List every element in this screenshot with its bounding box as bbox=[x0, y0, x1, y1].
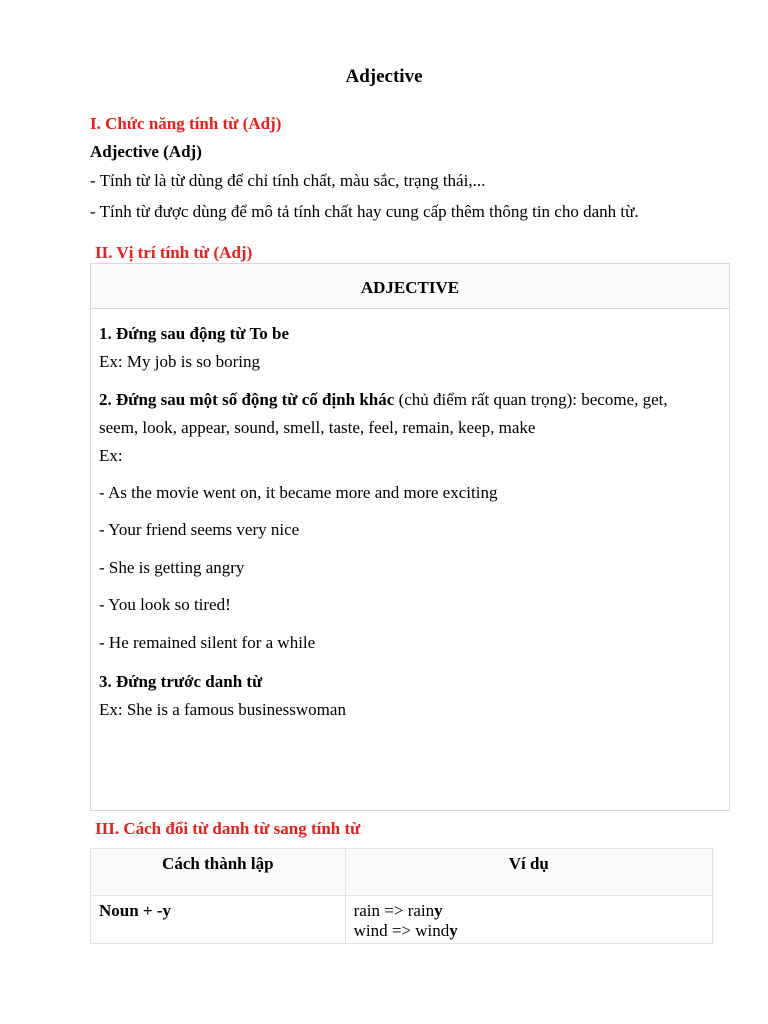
item-2-line bbox=[99, 390, 668, 410]
item-3-title: 3. Đứng trước danh từ bbox=[99, 672, 263, 691]
table-header-row bbox=[91, 849, 713, 896]
section-1-subheading: Adjective (Adj) bbox=[90, 142, 202, 161]
adjective-position-box bbox=[90, 263, 730, 811]
table-cell-rule bbox=[91, 896, 346, 944]
example-item bbox=[354, 921, 704, 941]
example-line: - You look so tired! bbox=[99, 595, 231, 614]
item-1-example: Ex: My job is so boring bbox=[99, 352, 261, 371]
item-2-title: 2. Đứng sau một số động từ cố định khác bbox=[99, 390, 395, 409]
example-suffix: y bbox=[449, 921, 458, 940]
section-1-line: - Tính từ được dùng để mô tả tính chất hay cung cấp thêm thông tin cho danh từ. bbox=[90, 202, 639, 221]
example-line: - She is getting angry bbox=[99, 558, 245, 577]
item-2-note: (chủ điểm rất quan trọng): become, get, bbox=[394, 390, 668, 409]
section-1-heading: I. Chức năng tính từ (Adj) bbox=[90, 114, 282, 133]
item-2-example-label: Ex: bbox=[99, 446, 123, 465]
example-base: wind => wind bbox=[353, 921, 450, 940]
example-line: - As the movie went on, it became more and more exciting bbox=[99, 483, 498, 502]
item-3-example: Ex: She is a famous businesswoman bbox=[99, 700, 346, 719]
rule-text: Noun + -y bbox=[99, 901, 172, 920]
section-2-heading: II. Vị trí tính từ (Adj) bbox=[95, 243, 253, 262]
example-suffix: y bbox=[434, 901, 443, 920]
table-header-cell: Ví dụ bbox=[345, 849, 712, 896]
example-list bbox=[346, 896, 712, 943]
noun-to-adjective-table bbox=[90, 848, 713, 944]
box-title: ADJECTIVE bbox=[91, 264, 729, 309]
example-line: - He remained silent for a while bbox=[99, 633, 316, 652]
section-3-heading: III. Cách đổi từ danh từ sang tính từ bbox=[95, 819, 361, 838]
table-cell-examples bbox=[345, 896, 712, 944]
item-1-title: 1. Đứng sau động từ To be bbox=[99, 324, 289, 343]
example-base: rain => rain bbox=[353, 901, 435, 920]
item-2-continuation: seem, look, appear, sound, smell, taste, feel, remain, keep, make bbox=[99, 418, 536, 437]
document-title: Adjective bbox=[345, 66, 423, 87]
example-line: - Your friend seems very nice bbox=[99, 520, 300, 539]
table-row bbox=[91, 896, 713, 944]
example-item bbox=[354, 901, 704, 921]
section-1-line: - Tính từ là từ dùng để chỉ tính chất, màu sắc, trạng thái,... bbox=[90, 171, 486, 190]
table-header-cell: Cách thành lập bbox=[91, 849, 346, 896]
